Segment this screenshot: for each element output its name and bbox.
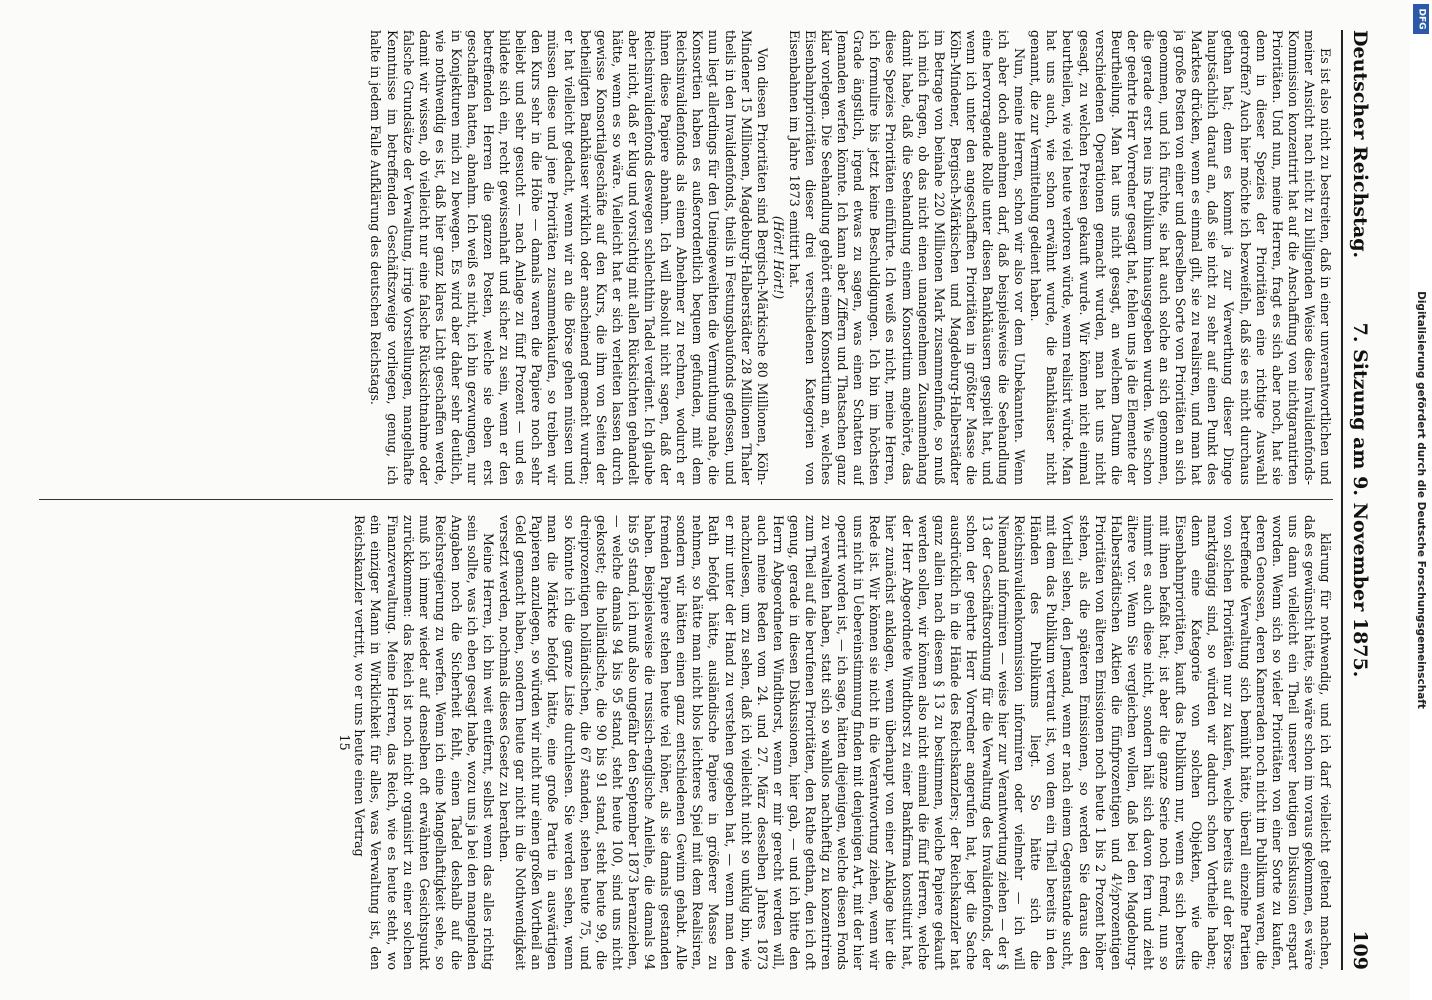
interjection: (Hört! Hört!) — [770, 215, 786, 300]
text-column-left — [35, 30, 1333, 485]
text-column-right — [35, 515, 1333, 970]
dfg-logo-text: DFG — [1416, 8, 1427, 30]
page-header — [1341, 30, 1377, 970]
column-divider — [39, 499, 1333, 500]
paragraph: Es ist also nicht zu bestreiten, daß in einer unverantwortlichen und meiner Ansicht nach nicht zu billigenden Weise diese Invalidenfonds-Kommission konzentrirt hat auf die Anschaffung von nichtgarantirten Prioritäten. Und nun, meine Herren, fragt es sich aber noch, hat sie denn in dieser Spezies der Prioritäten eine richtige Auswahl getroffen? Auch hier möchte ich bezweifeln, daß sie es nicht durchaus gethan hat; denn es kommt ja zur Verwerthung dieser Dinge hauptsächlich darauf an, daß sie nicht zu sehr auf einen Punkt des Marktes drücken, wenn es einmal gilt, sie zu realisiren, und man hat ja große Posten von einer und derselben Sorte von Prioritäten an sich genommen, und ich fürchte, sie hat auch solche an sich genommen, die gerade erst neu ins Publikum hinausgegeben wurden. Wie schon der geehrte Herr Vorredner gesagt hat, fehlen uns ja die Elemente der Beurtheilung. Man hat uns nicht gesagt, an welchem Datum die verschiedenen Operationen gemacht wurden, man hat uns nicht gesagt, zu welchen Preisen gekauft wurde. Wir können nicht einmal beurtheilen, wie viel heute verloren würde, wenn realisirt würde. Man hat uns auch, wie schon erwähnt wurde, die Bankhäuser nicht genannt, die zur Vermittelung gedient haben. — [1028, 30, 1333, 485]
funding-notice: Digitalisierung gefördert durch die Deutsche Forschungsgemeinschaft — [1415, 291, 1427, 709]
sheet-signature: 15 — [336, 734, 352, 751]
header-session: 7. Sitzung am 9. November 1875. — [1349, 322, 1371, 678]
header-title: Deutscher Reichstag. — [1349, 30, 1371, 259]
paragraph: klärung für nothwendig, und ich darf vielleicht geltend machen, daß es gewünscht hätte, sie wäre schon im voraus gekommen, es wäre uns dann vielleicht ein Theil unserer heutigen Diskussion erspart worden. Wenn sich so vieler Prioritäten von einer Sorte zu kaufen, deren Genossen, deren Kameraden noch nicht im Publikum waren, die betreffende Verwaltung sich bemüht hätte, überall einzelne Partien von solchen Prioritäten nur zu kaufen, welche bereits auf der Börse marktgängig sind, so würden wir dadurch schon Vortheile haben; denn eine Kategorie von solchen Objekten, wie die Eisenbahnprioritäten, kauft das Publikum nur, wenn es sich bereits mit ihnen befaßt hat; ist aber die ganze Serie noch fremd, nun so nimmt es auch diese nicht, sondern hält sich davon fern und zieht ältere vor. Wenn Sie vergleichen wollen, daß bei den Magdeburg-Halberstädtischen Aktien die fünfprozentigen und 4½prozentigen Prioritäten von älteren Emissionen noch heute 1 bis 2 Prozent höher stehen, als die späteren Emissionen, so werden Sie daraus den Vortheil sehen, den Jemand, wenn er nach einem Gegenstande sucht, mit dem das Publikum vertraut ist, von dem ein Theil bereits in den Händen des Publikums liegt. So hätte sich die Reichsinvalidenkommission informiren oder vielmehr — ich will Niemand informiren — weise hier zur Verantwortung ziehen — der § 13 der Geschäftsordnung für die Verwaltung des Invalidenfonds, der schon der geehrte Herr Vorredner angerufen hat, legt die Sache ausdrücklich in die Hände des Reichskanzlers; der Reichskanzler hat ganz allein nach diesem § 13 zu bestimmen, welche Papiere gekauft werden sollen, wir können also nicht einmal die fünf Herren, welche der Herr Abgeordnete Windthorst zu einer Bankfirma konstituirt hat, hier zunächst anklagen, wenn überhaupt von einer Anklage hier die Rede ist. Wir können sie nicht in die Verantwortung ziehen, wenn wir uns nicht in Uebereinstimmung finden mit denjenigen Art, mit der hier operirt worden ist, — ich sage, hätten diejenigen, welche diesen Fonds zu verwalten haben, statt sich so wahllos nachheftig zu konzentriren zum Theil auf die berufenen Prioritäten, den Rathe gethan, den ich oft genug, gerade in diesen Diskussionen, hier gab, — und ich bitte den Herrn Abgeordneten Windthorst, wenn er mir gerecht werden will, auch meine Reden vom 24. und 27. März desselben Jahres 1873 nachzulesen, um zu sehen, daß ich vielleicht nicht so unklug bin, wie er mir unter der Hand zu verstehen gegeben hat, — wenn man den Rath befolgt hätte, ausländische Papiere in größerer Masse zu nehmen, so hätte man nicht blos leichteres Spiel mit dem Realisiren, sondern wir hätten einen ganz entschiedenen Gewinn gehabt. Alle fremden Papiere stehen heute viel höher, als sie damals gestanden haben. Beispielsweise die russisch-englische Anleihe, die damals 94 bis 95 stand, ich muß also ungefähr den September 1873 heranziehen, — welche damals 94 bis 95 stand, steht heute 100, sind uns nicht gekostet; die holländische, die 90 bis 91 stand, steht heute 99, die dreiprozentigen holländischen, die 67 standen, stehen heute 75, und so könnte ich die ganze Liste durchlesen. Sie werden sehen, wenn man die Märkte befolgt hätte, eine große Partie in auswärtigen Papieren anzulegen, so würden wir nicht nur einen großen Vortheil an Geld gemacht haben, sondern heute gar nicht in die Nothwendigkeit versetzt werden, nochmals dieses Gesetz zu berathen. — [497, 515, 1333, 970]
paragraph: Von diesen Prioritäten sind Bergisch-Märkische 80 Millionen, Köln-Mindener 15 Millionen, Magdeburg-Halberstädter 28 Millionen Thaler theils in den Invalidenfonds, theils in Festungsbaufonds geflossen, und nun liegt allerdings für den Uneingeweihten die Vermuthung nahe, die Konsortien haben es außerordentlich bequem gefunden, mit dem Reichsinvalidenfonds als einem Abnehmer zu rechnen, wodurch er ihnen diese Papiere abnahm. Ich will absolut nicht sagen, daß der Reichsinvalidenfonds deswegen schlechthin Tadel verdient. Ich glaube aber nicht, daß er klug und vorsichtig mit allen Rücksichten gehandelt hätte, wenn es so wäre. Vielleicht hat er sich verleiten lassen durch gewisse Konsortialgeschäfte auf den Kurs, die ihm von Seiten der betheiligten Bankhäuser wirklich oder anscheinend gemacht wurden; er hat vielleicht gedacht, wenn wir an die Börse gehen müssen und müssen diese und jene Prioritäten zusammenkaufen, so treiben wir den Kurs sehr in die Höhe — damals waren die Papiere noch sehr beliebt und sehr gesucht — nach Anlage zu fünf Prozent — und es bildete sich ein, recht gewissenhaft und sicher zu sein, wenn er den betreffenden Herren die ganzen Posten, welche sie eben erst geschaffen hatten, abnahm. Ich weiß es nicht, ich bin gezwungen, nur in Konjekturen mich zu bewegen. Es wird aber daher sehr deutlich, wie nothwendig es ist, daß hier ganz klares Licht geschaffen werde, damit wir wissen, ob vielleicht nur eine falsche Rücksichtnahme oder falsche Grundsätze der Verwaltung, irrige Vorstellungen, mangelhafte Kenntnisse im betreffenden Geschäftszweige vorliegen, genug, ich halte in jedem Falle Aufklärung des deutschen Reichstags. — [368, 30, 770, 485]
paragraph: Nun, meine Herren, schon wir also vor dem Unbekannten. Wenn ich aber doch annehmen darf, daß beispielsweise die Seehandlung eine hervorragende Rolle unter diesen Bankhäusern gespielt hat, und wenn ich unter den angeschafften Prioritäten in größter Masse die Köln-Mindener, Bergisch-Märkischen und Magdeburg-Halberstädter im Betrage von beinahe 220 Millionen Mark zusammenfinde, so muß ich mich fragen, ob das nicht einen unangenehmen Zusammenhang damit habe, daß die Seehandlung einem Konsortium angehörte, das diese Spezies Prioritäten einführte. Ich weiß es nicht, meine Herren, ich formulire bis jetzt keine Beschuldigungen. Ich bin im höchsten Grade ängstlich, irgend etwas zu sagen, was einen Schatten auf Jemanden werfen könnte. Ich kann aber Ziffern und Thatsachen ganz klar vorlegen. Die Seehandlung gehört einem Konsortium an, welches Eisenbahnprioritäten dieser drei verschiedenen Kategorien von Eisenbahnen im Jahre 1873 emittirt hat. — [786, 30, 1028, 485]
page-number: 109 — [1349, 930, 1371, 970]
rotated-page-content — [25, 10, 1385, 990]
dfg-logo-icon — [1413, 4, 1429, 34]
paragraph: Meine Herren, ich bin weit entfernt, selbst wenn das alles richtig sein sollte, was ich eben gesagt habe, wozu uns ja bei den mangelnden Angaben noch die Sicherheit fehlt, einen Tadel deshalb auf die Reichsregierung zu werfen. Wenn ich eine Mangelhaftigkeit sehe, so muß ich immer wieder auf denselben oft erwähnten Gesichtspunkt zurückkommen: das Reich ist noch nicht organisirt zu einer solchen Finanzverwaltung. Meine Herren, das Reich, wie es heute steht, wo ein einziger Mann in Wirklichkeit für alles, was Verwaltung ist, den Reichskanzler vertritt, wo er uns heute einen Vertrag — [352, 515, 497, 970]
